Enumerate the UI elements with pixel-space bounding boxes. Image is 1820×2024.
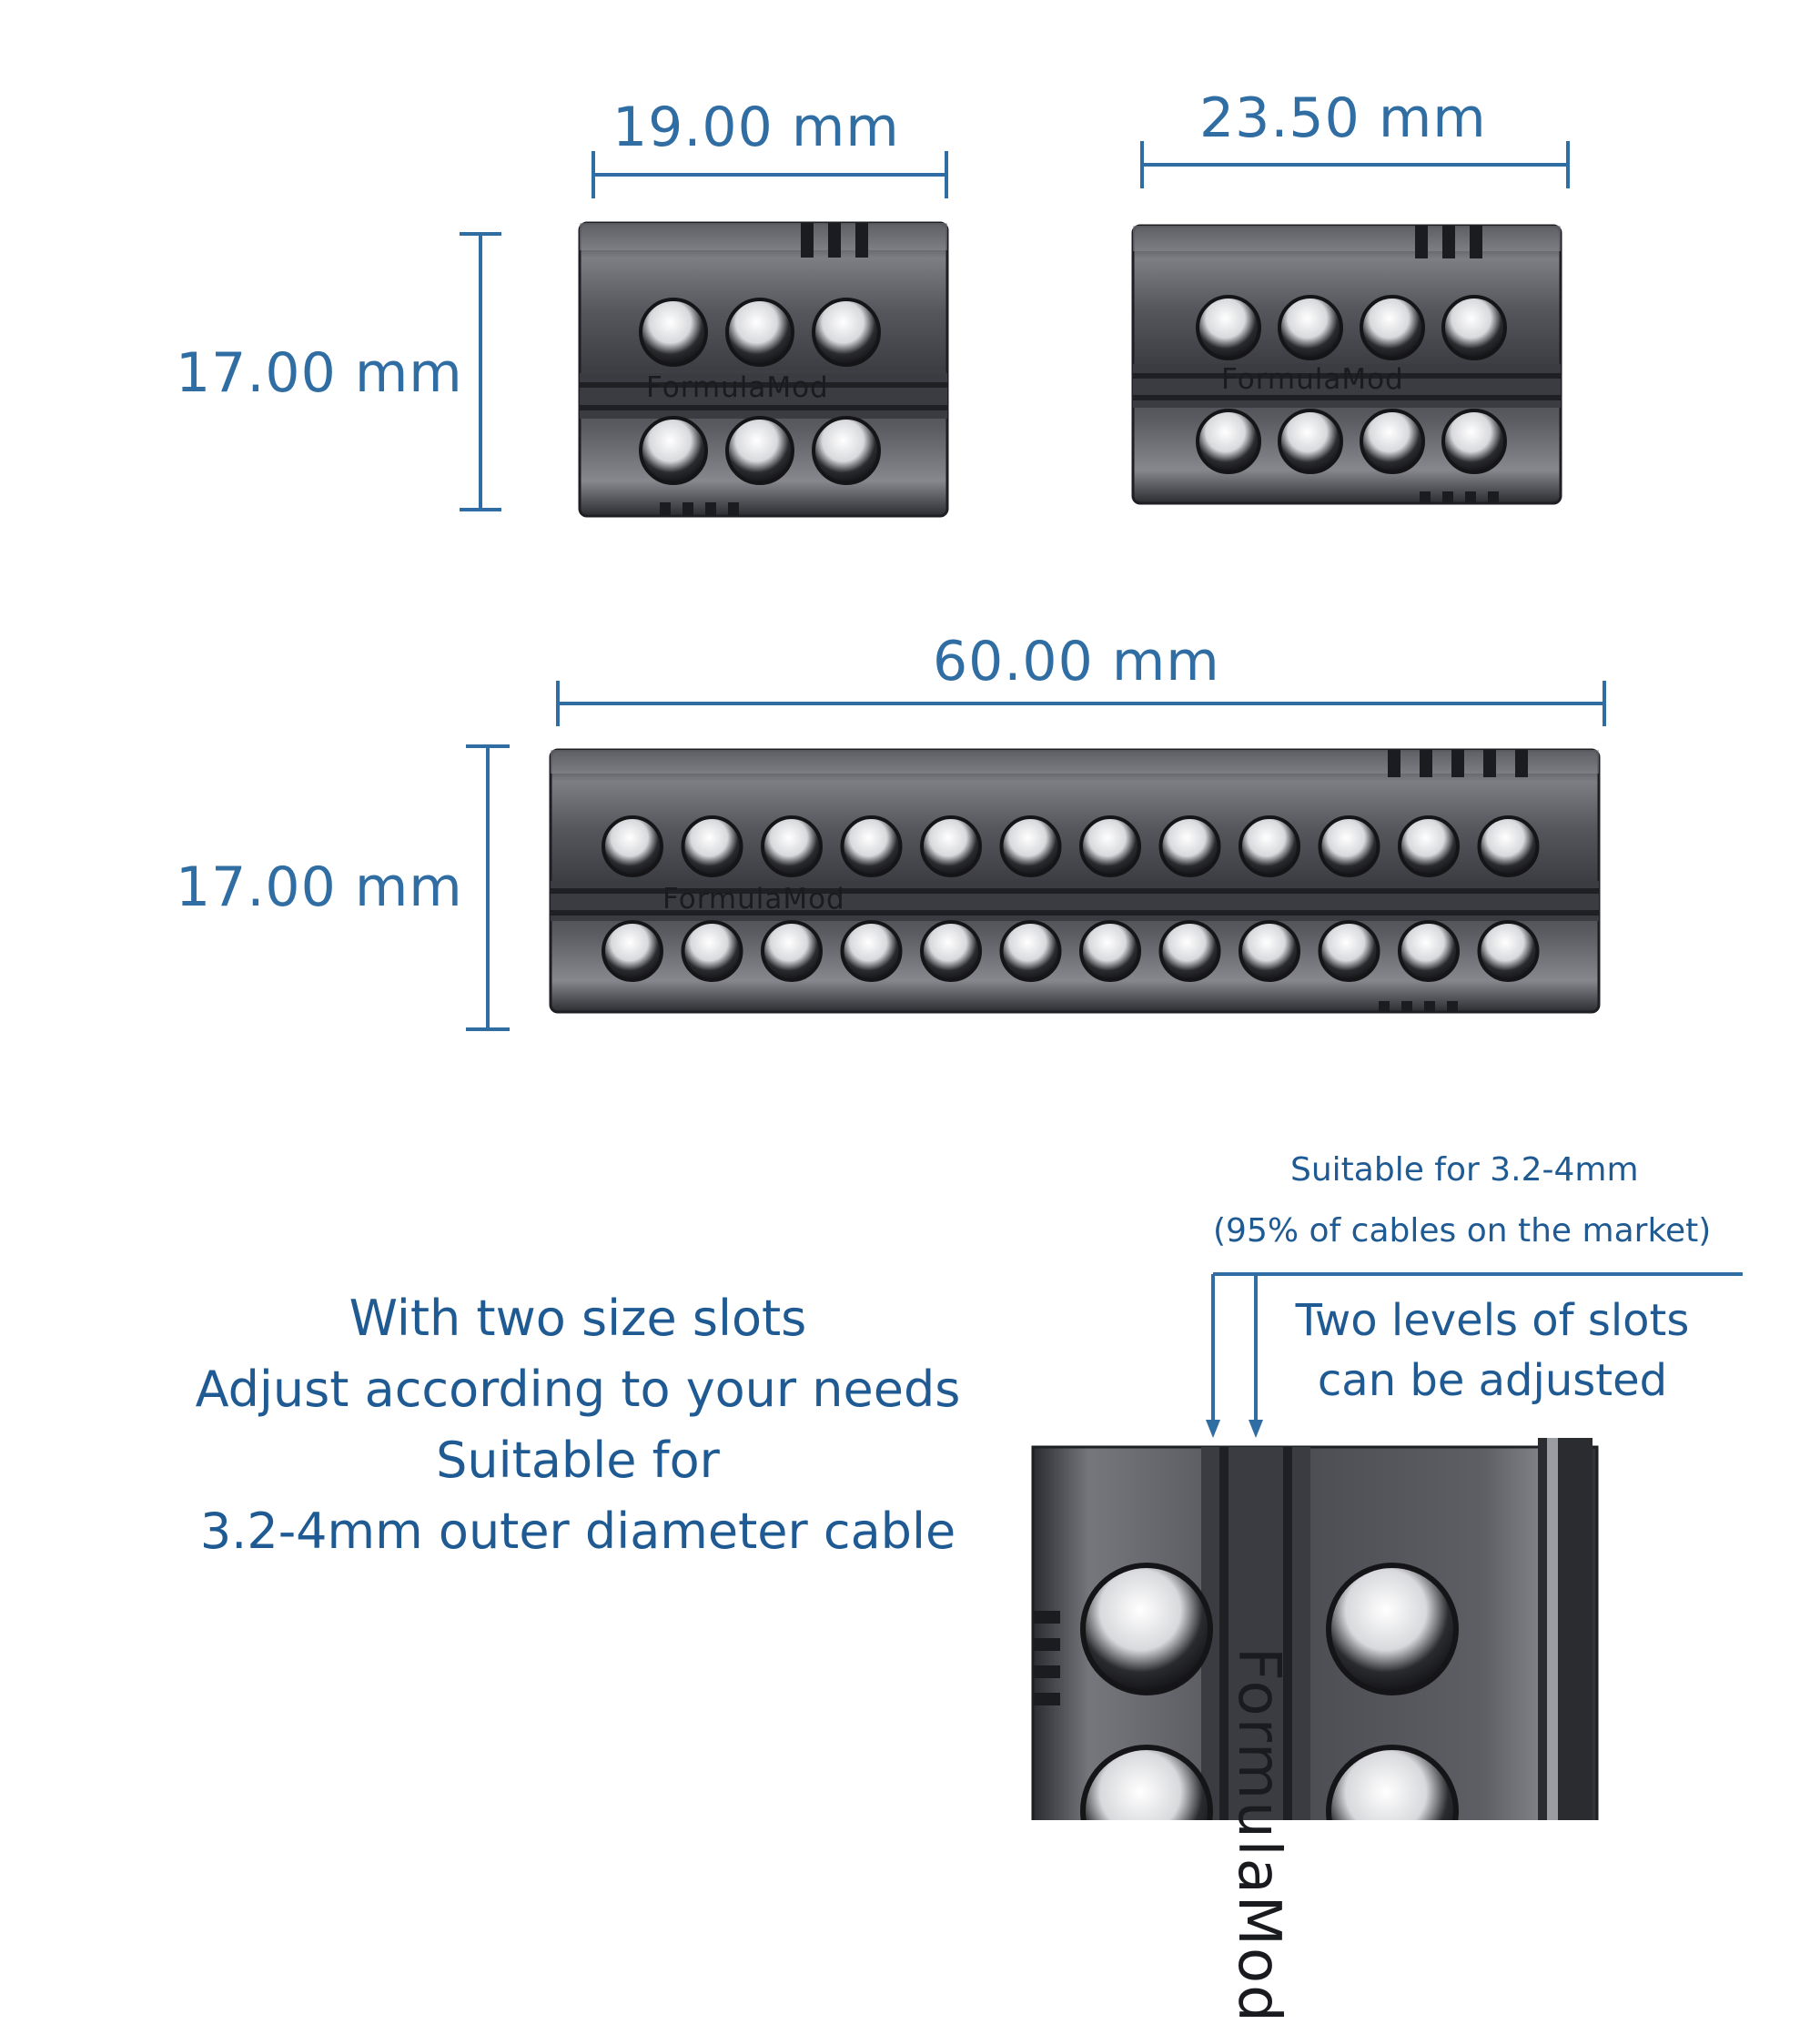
callout-levels [1274, 1290, 1711, 1411]
callout-suitable-line1: Suitable for 3.2-4mm [1290, 1151, 1639, 1189]
small-width-label: 19.00 mm [612, 96, 900, 159]
closeup-comb [1033, 1438, 1597, 1820]
cable-slot-hole [1320, 922, 1379, 980]
long-height-label: 17.00 mm [176, 855, 463, 919]
feature-line: Suitable for [436, 1432, 720, 1489]
cable-slot-hole [843, 922, 901, 980]
cable-slot-hole [1400, 817, 1458, 875]
long-comb [551, 750, 1599, 1012]
cable-slot-hole [1240, 922, 1299, 980]
cable-slot-hole [1400, 922, 1458, 980]
cable-slot-hole [922, 817, 980, 875]
cable-slot-hole [1002, 817, 1060, 875]
cable-slot-hole [1161, 817, 1219, 875]
long-comb-brand: FormulaMod [662, 883, 845, 916]
long-width-label: 60.00 mm [933, 630, 1220, 693]
feature-line: Adjust according to your needs [195, 1361, 961, 1418]
medium-width-label: 23.50 mm [1199, 86, 1487, 150]
cable-slot-hole [1081, 817, 1139, 875]
small-height-label: 17.00 mm [176, 341, 463, 405]
cable-slot-hole [922, 922, 980, 980]
cable-slot-hole [1480, 922, 1538, 980]
cable-slot-hole [683, 922, 742, 980]
cable-slot-hole [1081, 922, 1139, 980]
cable-slot-hole [1320, 817, 1379, 875]
cable-slot-hole [763, 817, 821, 875]
closeup-comb-brand: FormulaMod [1225, 1647, 1292, 2024]
small-comb [580, 223, 947, 516]
callout-levels-line1: Two levels of slots [1295, 1295, 1690, 1346]
cable-slot-hole [683, 817, 742, 875]
callout-suitable-line2: (95% of cables on the market) [1213, 1212, 1712, 1250]
cable-slot-hole [603, 817, 662, 875]
cable-slot-hole [1161, 922, 1219, 980]
cable-slot-hole [1240, 817, 1299, 875]
small-comb-brand: FormulaMod [646, 371, 829, 404]
feature-line: 3.2-4mm outer diameter cable [199, 1503, 956, 1560]
cable-slot-hole [763, 922, 821, 980]
callout-levels-line2: can be adjusted [1317, 1355, 1668, 1406]
cable-slot-hole [1002, 922, 1060, 980]
cable-slot-hole [843, 817, 901, 875]
medium-comb-brand: FormulaMod [1221, 363, 1404, 396]
feature-line: With two size slots [349, 1290, 807, 1347]
cable-slot-hole [1480, 817, 1538, 875]
feature-text [146, 1283, 1010, 1567]
cable-slot-hole [603, 922, 662, 980]
